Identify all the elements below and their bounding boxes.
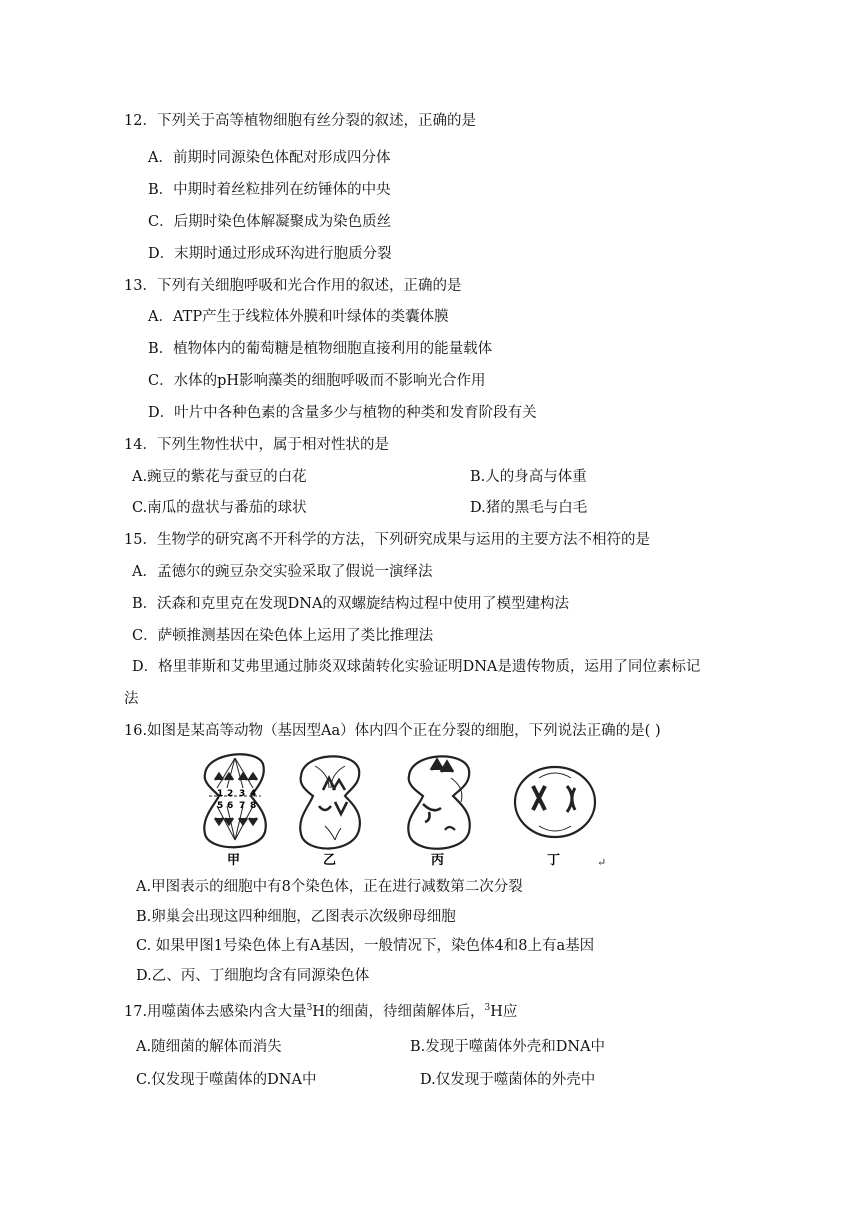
question-12-option-a: A．前期时同源染色体配对形成四分体 (148, 150, 391, 166)
question-16-stem: 16.如图是某高等动物（基因型Aa）体内四个正在分裂的细胞，下列说法正确的是( ) (124, 723, 661, 739)
question-15-option-b: B．沃森和克里克在发现DNA的双螺旋结构过程中使用了模型建构法 (132, 596, 569, 612)
cell-yi-spindle-bottom (325, 826, 341, 840)
cell-yi-membrane (300, 756, 360, 848)
cell-jia-chromosomes-top (215, 774, 257, 780)
question-13-option-b: B．植物体内的葡萄糖是植物细胞直接利用的能量载体 (148, 341, 493, 357)
cell-yi-chromosomes-bottom (319, 802, 347, 814)
figure-label-jia: 甲 (227, 853, 241, 868)
question-14-option-a: A.豌豆的紫花与蚕豆的白花 (132, 469, 307, 485)
cell-jia-spindle-bottom (217, 806, 253, 840)
question-15-stem: 15．生物学的研究离不开科学的方法，下列研究成果与运用的主要方法不相符的是 (124, 532, 650, 548)
question-13-option-a: A．ATP产生于线粒体外膜和叶绿体的类囊体膜 (148, 309, 449, 325)
question-17-option-c: C.仅发现于噬菌体的DNA中 (136, 1072, 317, 1088)
cell-jia-spindle-top (217, 758, 253, 788)
chromosome-number-4: 4 (250, 789, 257, 799)
question-13-stem: 13．下列有关细胞呼吸和光合作用的叙述，正确的是 (124, 278, 462, 294)
question-12-option-b: B．中期时着丝粒排列在纺锤体的中央 (148, 182, 391, 198)
figure-label-bing: 丙 (431, 853, 445, 868)
question-13-option-d: D．叶片中各种色素的含量多少与植物的种类和发育阶段有关 (148, 405, 537, 421)
question-16-option-d: D.乙、丙、丁细胞均含有同源染色体 (136, 968, 370, 984)
chromosome-number-7: 7 (239, 801, 246, 811)
cell-yi-chromosomes-top (323, 778, 345, 790)
question-15-option-d-continuation: 法 (124, 691, 139, 707)
question-15-option-d: D．格里菲斯和艾弗里通过肺炎双球菌转化实验证明DNA是遗传物质，运用了同位素标记 (132, 659, 701, 675)
chromosome-number-2: 2 (227, 789, 234, 799)
cell-ding-chromosome-right (567, 786, 575, 812)
superscript-3: 3 (306, 1003, 313, 1013)
cell-bing-chromosomes-left (423, 804, 441, 822)
question-15-option-c: C．萨顿推测基因在染色体上运用了类比推理法 (132, 628, 434, 644)
chromosome-number-5: 5 (217, 801, 224, 811)
cell-ding-spindle (539, 773, 571, 831)
cell-ding (515, 767, 595, 837)
question-12-option-c: C．后期时染色体解凝聚成为染色质丝 (148, 214, 392, 230)
cell-bing-chromosomes-top (431, 760, 453, 772)
superscript-3-second: 3 (484, 1003, 491, 1013)
chromosome-number-6: 6 (227, 801, 234, 811)
cell-jia (204, 754, 266, 847)
chromosome-number-3: 3 (239, 789, 246, 799)
cell-ding-chromosome-left (533, 786, 545, 810)
cell-yi (300, 756, 360, 848)
return-mark-icon: ↵ (597, 856, 607, 869)
question-14-option-b: B.人的身高与体重 (470, 469, 587, 485)
figure-label-ding: 丁 (547, 853, 561, 868)
question-16-option-b: B.卵巢会出现这四种细胞，乙图表示次级卵母细胞 (136, 909, 456, 925)
question-16-option-c: C. 如果甲图1号染色体上有A基因，一般情况下，染色体4和8上有a基因 (136, 938, 595, 954)
question-17-option-d: D.仅发现于噬菌体的外壳中 (420, 1072, 596, 1088)
question-12-stem: 12．下列关于高等植物细胞有丝分裂的叙述，正确的是 (124, 113, 476, 129)
question-17-option-a: A.随细菌的解体而消失 (136, 1039, 282, 1055)
chromosome-number-1: 1 (217, 789, 224, 799)
cell-bing-chromosomes-bottom (445, 827, 455, 830)
question-17-option-b: B.发现于噬菌体外壳和DNA中 (410, 1039, 606, 1055)
cell-bing-membrane (408, 756, 470, 848)
figure-label-yi: 乙 (323, 853, 337, 868)
cell-ding-membrane (515, 767, 595, 837)
question-16-option-a: A.甲图表示的细胞中有8个染色体，正在进行减数第二次分裂 (136, 879, 523, 895)
question-13-option-c: C．水体的pH影响藻类的细胞呼吸而不影响光合作用 (148, 373, 486, 389)
chromosome-number-8: 8 (250, 801, 257, 811)
question-14-option-c: C.南瓜的盘状与番茄的球状 (132, 500, 307, 516)
cell-jia-chromosomes-bottom (215, 818, 257, 824)
question-17-stem: 17.用噬菌体去感染内含大量$^3$H的细菌，待细菌解体后，$^3$H应 (124, 1003, 518, 1020)
question-15-option-a: A．孟德尔的豌豆杂交实验采取了假说一演绎法 (132, 564, 433, 580)
question-14-option-d: D.猪的黑毛与白毛 (470, 500, 588, 516)
cell-division-figure (195, 748, 615, 870)
question-14-stem: 14．下列生物性状中，属于相对性状的是 (124, 437, 389, 453)
question-12-option-d: D．末期时通过形成环沟进行胞质分裂 (148, 246, 392, 262)
cell-bing (408, 756, 470, 848)
cell-jia-membrane (204, 754, 266, 847)
